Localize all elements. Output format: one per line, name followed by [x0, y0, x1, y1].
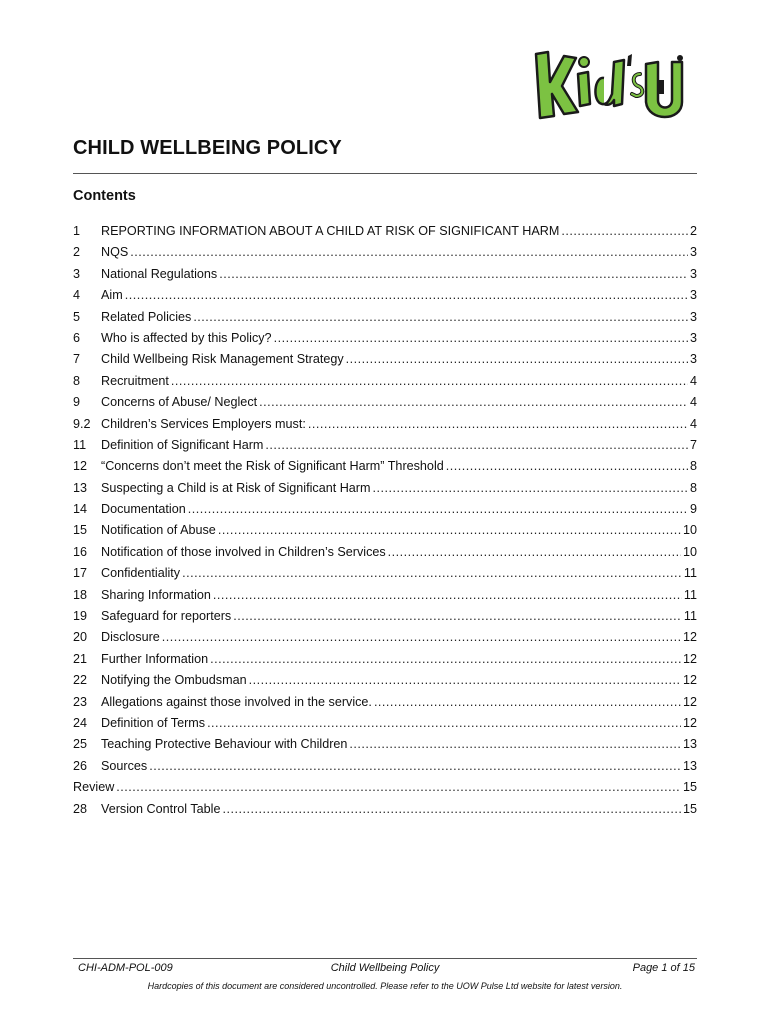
toc-entry-number: 28	[73, 801, 88, 816]
toc-entry[interactable]	[73, 673, 697, 694]
toc-entry-title: Child Wellbeing Risk Management Strategy	[101, 352, 344, 367]
toc-entry-number: 5	[73, 309, 81, 324]
toc-entry-title: Disclosure	[101, 630, 160, 645]
toc-entry-title: Children’s Services Employers must:	[101, 416, 306, 431]
toc-dot-leader	[182, 566, 682, 580]
footer-note: Hardcopies of this document are considered uncontrolled. Please refer to the UOW Pulse Ltd website for latest version.	[147, 981, 623, 991]
toc-entry-number: 11	[73, 437, 87, 452]
toc-entry-title: National Regulations	[101, 266, 218, 281]
toc-entry-page: 13	[682, 737, 697, 752]
toc-entry[interactable]	[73, 417, 697, 438]
toc-entry-number: 14	[73, 502, 88, 517]
toc-entry-title: Notification of those involved in Children’s Services	[101, 544, 386, 559]
toc-entry[interactable]	[73, 588, 697, 609]
toc-dot-leader	[265, 438, 688, 452]
toc-entry[interactable]	[73, 759, 697, 780]
toc-entry[interactable]	[73, 716, 697, 737]
toc-entry-number: 22	[73, 673, 88, 688]
toc-dot-leader	[171, 374, 688, 388]
logo-wordmark	[536, 52, 683, 118]
toc-entry-page: 12	[682, 715, 697, 730]
toc-entry[interactable]	[73, 245, 697, 266]
toc-entry[interactable]	[73, 438, 697, 459]
toc-entry-title: Related Policies	[101, 309, 192, 324]
toc-entry-page: 9	[689, 502, 697, 517]
toc-dot-leader	[193, 310, 688, 324]
toc-entry[interactable]	[73, 566, 697, 587]
toc-dot-leader	[116, 780, 681, 794]
toc-entry-title: Suspecting a Child is at Risk of Significant Harm	[101, 480, 371, 495]
toc-entry-page: 7	[689, 437, 697, 452]
title-divider	[73, 173, 697, 174]
toc-entry[interactable]	[73, 224, 697, 245]
toc-entry-page: 3	[689, 266, 697, 281]
toc-entry[interactable]	[73, 695, 697, 716]
toc-entry-page: 10	[682, 544, 697, 559]
toc-entry-page: 15	[682, 801, 697, 816]
toc-entry[interactable]	[73, 459, 697, 480]
toc-entry[interactable]	[73, 545, 697, 566]
toc-entry-number: 7	[73, 352, 81, 367]
toc-entry-number: 1	[73, 224, 81, 238]
toc-dot-leader	[125, 288, 688, 302]
toc-dot-leader	[388, 545, 681, 559]
toc-entry-page: 3	[689, 309, 697, 324]
toc-entry-page: 15	[682, 780, 697, 795]
toc-entry[interactable]	[73, 352, 697, 373]
toc-dot-leader	[149, 759, 681, 773]
toc-dot-leader	[372, 481, 688, 495]
toc-dot-leader	[162, 630, 681, 644]
toc-entry[interactable]	[73, 267, 697, 288]
toc-entry-page: 3	[689, 288, 697, 303]
toc-entry[interactable]	[73, 395, 697, 416]
toc-dot-leader	[446, 459, 688, 473]
toc-entry-number: 13	[73, 480, 88, 495]
toc-entry-title: Aim	[101, 288, 123, 303]
toc-entry-number: 25	[73, 737, 88, 752]
toc-entry-title: REPORTING INFORMATION ABOUT A CHILD AT RISK OF SIGNIFICANT HARM	[101, 224, 560, 238]
toc-entry-number: 21	[73, 651, 88, 666]
toc-entry-title: Sources	[101, 758, 148, 773]
toc-dot-leader	[233, 609, 682, 623]
toc-dot-leader	[218, 523, 681, 537]
toc-entry-page: 10	[682, 523, 697, 538]
document-title: CHILD WELLBEING POLICY	[73, 137, 342, 159]
toc-entry[interactable]	[73, 502, 697, 523]
toc-entry-number: 24	[73, 715, 88, 730]
toc-entry-page: 12	[682, 651, 697, 666]
toc-entry-title: Teaching Protective Behaviour with Children	[101, 737, 348, 752]
toc-entry-page: 12	[682, 694, 697, 709]
toc-dot-leader	[213, 588, 682, 602]
toc-dot-leader	[308, 417, 688, 431]
toc-entry-page: 8	[689, 480, 697, 495]
toc-entry-page: 4	[689, 395, 697, 410]
toc-entry-page: 8	[689, 459, 697, 474]
toc-entry-title: Definition of Terms	[101, 715, 206, 730]
toc-entry[interactable]	[73, 310, 697, 331]
toc-entry[interactable]	[73, 780, 697, 801]
toc-dot-leader	[210, 652, 681, 666]
toc-entry-number: 3	[73, 266, 81, 281]
toc-entry-page: 2	[689, 224, 697, 238]
footer-divider	[73, 958, 697, 959]
toc-entry-title: NQS	[101, 245, 129, 260]
toc-entry[interactable]	[73, 331, 697, 352]
toc-entry-title: Definition of Significant Harm	[101, 437, 264, 452]
toc-entry-title: Recruitment	[101, 373, 169, 388]
toc-entry-number: 8	[73, 373, 81, 388]
toc-entry-number: 9	[73, 395, 81, 410]
footer-doc-title: Child Wellbeing Policy	[330, 962, 440, 974]
contents-heading: Contents	[73, 188, 136, 204]
toc-entry-title: Confidentiality	[101, 566, 181, 581]
toc-entry-title: Allegations against those involved in the service.	[101, 694, 372, 709]
toc-entry-number: 6	[73, 330, 81, 345]
toc-entry[interactable]	[73, 652, 697, 673]
toc-entry-page: 3	[689, 330, 697, 345]
toc-entry-number: 15	[73, 523, 88, 538]
footer-doc-id: CHI-ADM-POL-009	[78, 962, 173, 974]
toc-entry-number: 17	[73, 566, 88, 581]
toc-entry-title: Who is affected by this Policy?	[101, 330, 272, 345]
toc-dot-leader	[188, 502, 688, 516]
toc-entry-page: 12	[682, 630, 697, 645]
toc-entry-page: 4	[689, 416, 697, 431]
toc-entry-number: 18	[73, 587, 88, 602]
toc-entry-title: Notification of Abuse	[101, 523, 216, 538]
toc-entry-number: 12	[73, 459, 88, 474]
toc-entry-page: 12	[682, 673, 697, 688]
toc-entry-page: 11	[683, 566, 697, 581]
toc-entry-title: Further Information	[101, 651, 209, 666]
toc-entry[interactable]	[73, 481, 697, 502]
toc-dot-leader	[346, 352, 688, 366]
toc-dot-leader	[207, 716, 681, 730]
toc-dot-leader	[374, 695, 681, 709]
toc-entry-number: 2	[73, 245, 81, 260]
toc-entry-title: Documentation	[101, 502, 186, 517]
toc-entry-number: 9.2	[73, 416, 91, 431]
toc-dot-leader	[222, 802, 681, 816]
toc-entry-title: Notifying the Ombudsman	[101, 673, 247, 688]
toc-entry-page: 3	[689, 352, 697, 367]
toc-dot-leader	[259, 395, 688, 409]
toc-dot-leader	[130, 245, 688, 259]
toc-entry-title: Concerns of Abuse/ Neglect	[101, 395, 258, 410]
toc-entry[interactable]	[73, 737, 697, 758]
toc-entry-title: “Concerns don’t meet the Risk of Significant Harm” Threshold	[101, 459, 444, 474]
toc-entry[interactable]	[73, 523, 697, 544]
toc-entry-page: 11	[683, 609, 697, 624]
toc-entry[interactable]	[73, 374, 697, 395]
toc-entry-number: 4	[73, 288, 81, 303]
toc-entry-number: 20	[73, 630, 88, 645]
toc-dot-leader	[274, 331, 688, 345]
toc-dot-leader	[249, 673, 681, 687]
toc-dot-leader	[561, 224, 688, 238]
toc-entry-title: Sharing Information	[101, 587, 211, 602]
toc-entry[interactable]	[73, 630, 697, 651]
toc-entry-title: Review	[73, 780, 115, 795]
footer-page-number: Page 1 of 15	[632, 962, 695, 974]
toc-entry-page: 4	[689, 373, 697, 388]
toc-entry-number: 16	[73, 544, 88, 559]
toc-entry-title: Version Control Table	[101, 801, 221, 816]
kids-uni-logo	[528, 44, 688, 124]
toc-entry-number: 23	[73, 694, 88, 709]
toc-entry-page: 13	[682, 758, 697, 773]
toc-dot-leader	[219, 267, 688, 281]
table-of-contents	[73, 224, 697, 823]
toc-entry-page: 3	[689, 245, 697, 260]
toc-entry[interactable]	[73, 288, 697, 309]
toc-entry[interactable]	[73, 609, 697, 630]
toc-entry-number: 26	[73, 758, 88, 773]
toc-entry[interactable]	[73, 802, 697, 823]
toc-entry-number: 19	[73, 609, 88, 624]
toc-entry-title: Safeguard for reporters	[101, 609, 232, 624]
toc-entry-page: 11	[683, 587, 697, 602]
toc-dot-leader	[349, 737, 681, 751]
